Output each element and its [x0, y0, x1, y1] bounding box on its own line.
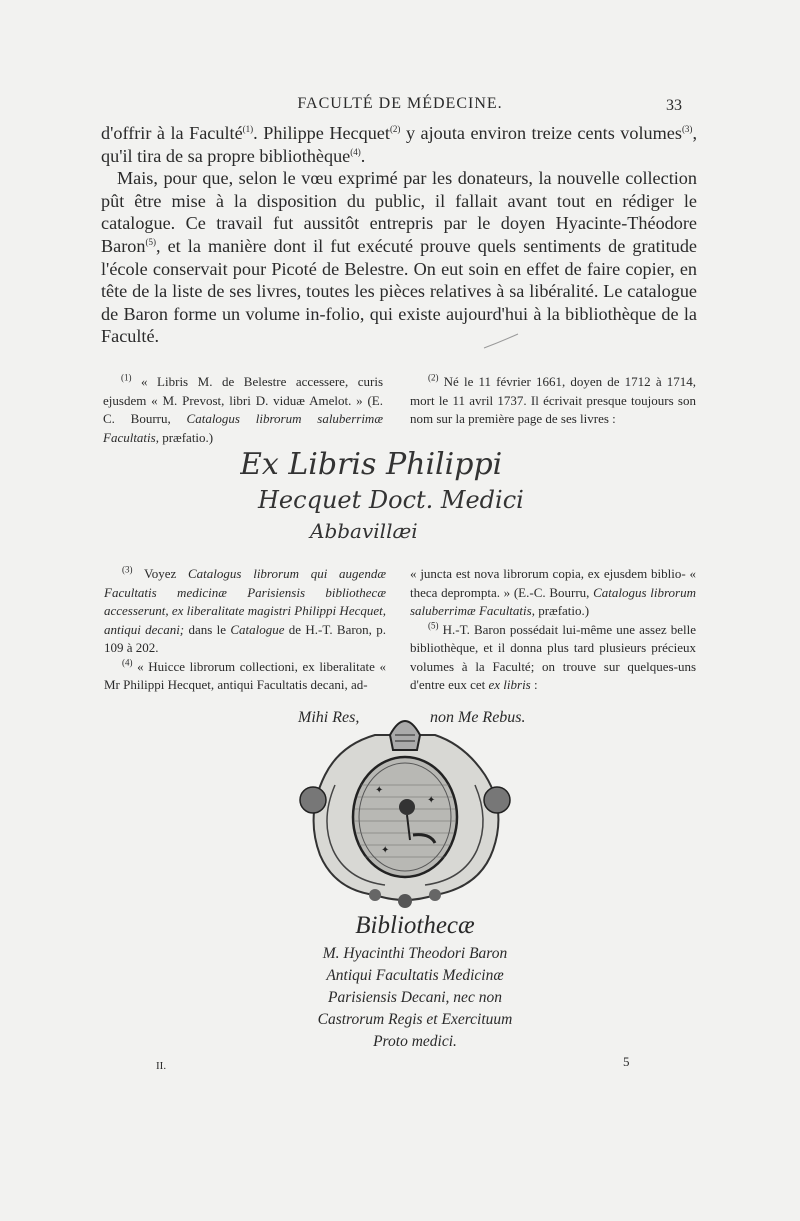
hecquet-signature [240, 438, 570, 548]
sheet-number: 5 [623, 1054, 630, 1069]
footnote-ref-3: (3) [681, 123, 693, 134]
bookplate-line-5: Proto medici. [373, 1033, 457, 1050]
star-icon: ✦ [427, 795, 436, 806]
star-icon: ✦ [375, 785, 384, 796]
signature-mark: II. [156, 1060, 167, 1072]
bookplate-title: Bibliothecæ [355, 912, 475, 939]
footnote-5: $^{(5)}$ H.-T. Baron possédait lui-même une assez belle bibliothèque, et il donna plus tard plusieurs précieux volumes à la Faculté; on trouve sur quelques-uns d'entre eux cet ex libris : [410, 620, 696, 692]
footnote-4: $^{(4)}$ « Huicce librorum collectioni, ex liberalitate « Mr Philippi Hecquet, antiqui Facultatis decani, ad- [104, 657, 386, 692]
bookplate-line-1: M. Hyacinthi Theodori Baron [322, 945, 508, 962]
footnotes-right-column [410, 565, 696, 695]
footnote-4-continued: « juncta est nova librorum copia, ex ejusdem biblio- « theca deprompta. » (E.-C. Bourru, Catalogus librorum saluberrimæ Facultatis, præfatio.) [410, 566, 696, 618]
pencil-mark [482, 332, 522, 352]
star-icon: ✦ [381, 845, 390, 856]
footnote-1: $^{(1)}$ « Libris M. de Belestre accessere, curis ejusdem « M. Prevost, libri D. viduæ Amelot. » (E. C. Bourru, Catalogus librorum saluberrimæ Facultatis, præfatio.) [103, 372, 384, 445]
footnote-ref-1: (1) [242, 123, 254, 134]
signature-line-2: Hecquet Doct. Medici [258, 486, 524, 514]
footnote-ref-2: (2) [389, 123, 401, 134]
bookplate-line-2: Antiqui Facultatis Medicinæ [326, 967, 504, 984]
signature-line-1: Ex Libris Philippi [240, 447, 503, 482]
paragraph-2: Mais, pour que, selon le vœu exprimé par les donateurs, la nouvelle collection pût être mise à la disposition du public, il fallait avant tout en rédiger le catalogue. Ce travail fut aussitôt entrepris par le doyen Hyacinte-Théodore Baron$^{(5)}$, et la manière dont il fut exécuté prouve quels sentiments de gratitude l'école conservait pour Picoté de Belestre. On eut soin en effet de faire copier, en tête de la liste de ses livres, toutes les pièces relatives à sa libéralité. Le catalogue de Baron forme un volume in-folio, qui existe aujourd'hui à la bibliothèque de la Faculté. [101, 168, 697, 347]
footnote-ref-5: (5) [145, 236, 156, 247]
paragraph-1: d'offrir à la Faculté$^{(1)}$. Philippe Hecquet$^{(2)}$ y ajouta environ treize cents volumes$^{(3)}$, qu'il tira de sa propre bibliothèque$^{(4)}$. [101, 123, 697, 166]
footnote-3: $^{(3)}$ Voyez Catalogus librorum qui augendæ Facultatis medicinæ Parisiensis bibliothecæ accesserunt, ex liberalitate magistri Philippi Hecquet, antiqui decani; dans le Catalogue de H.-T. Baron, p. 109 à 202. [104, 564, 386, 655]
bookplate-line-4: Castrorum Regis et Exercituum [317, 1011, 513, 1028]
main-text [101, 122, 697, 348]
footnotes-left-column [104, 565, 386, 695]
bookplate-line-3: Parisiensis Decani, nec non [328, 989, 502, 1006]
bookplate-motto-left: Mihi Res, [298, 709, 360, 726]
coat-of-arms-engraving [295, 705, 515, 910]
running-header: FACULTÉ DE MÉDECINE. [297, 95, 503, 112]
footnote-ref-4: (4) [350, 146, 361, 157]
signature-line-3: Abbavillæi [310, 519, 418, 543]
page-number: 33 [666, 97, 682, 114]
footnote-2: $^{(2)}$ Né le 11 février 1661, doyen de 1712 à 1714, mort le 11 avril 1737. Il écrivait presque toujours son nom sur la première page de ses livres : [410, 372, 696, 426]
bookplate-motto-right: non Me Rebus. [430, 709, 526, 726]
